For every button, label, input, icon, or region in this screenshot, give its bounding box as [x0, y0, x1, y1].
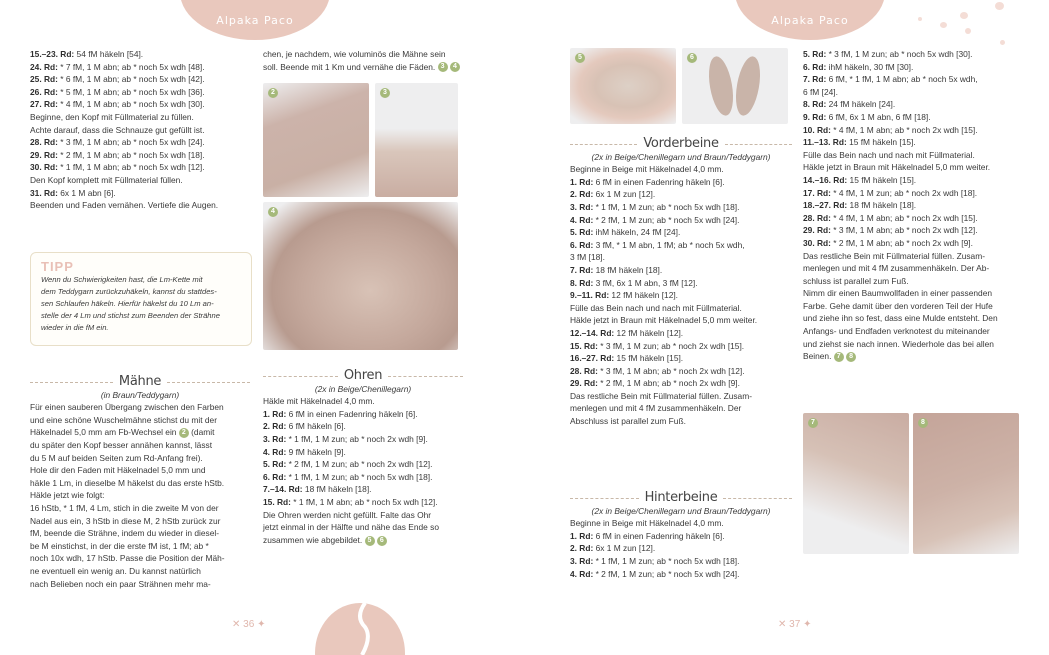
instruction-line: Den Kopf komplett mit Füllmaterial füllen. — [30, 174, 183, 185]
instruction-line: Das restliche Bein mit Füllmaterial füllen. Zusam- — [570, 390, 752, 401]
instruction-line: du 5 M auf beiden Seiten zum Rd-Anfang frei). — [30, 452, 203, 463]
vorderbeine-title: Vorderbeine — [643, 136, 719, 151]
instruction-line: 8. Rd: 24 fM häkeln [24]. — [803, 99, 896, 110]
instruction-line: Nimm dir einen Baumwollfaden in einer passenden — [803, 288, 993, 299]
vorderbeine-section — [570, 136, 792, 428]
hinterbeine-section — [570, 490, 792, 580]
instruction-line: Häkle jetzt in Braun mit Häkelnadel 5,0 mm weiter. — [570, 315, 758, 326]
decor-dot — [940, 22, 947, 28]
instruction-line: 25. Rd: * 6 fM, 1 M abn; ab * noch 5x wdh [42]. — [30, 74, 205, 85]
instruction-line: menlegen und mit 4 fM zusammenhäkeln. Der Ab- — [803, 263, 990, 274]
instruction-line: 30. Rd: * 2 fM, 1 M abn; ab * noch 2x wdh [9]. — [803, 237, 973, 248]
vorderbeine-subtitle: (2x in Beige/Chenillegarn und Braun/Teddygarn) — [591, 151, 771, 162]
instruction-line: Fülle das Bein nach und nach mit Füllmaterial. — [803, 149, 975, 160]
left-col1-rounds — [30, 48, 250, 212]
photo-3-mane-crochet — [375, 83, 458, 197]
instruction-line: Nadel aus ein, 3 hStb in diese M, 2 hStb zurück zur — [30, 515, 221, 526]
instruction-line: 15.–23. Rd: 54 fM häkeln [54]. — [30, 49, 144, 59]
instruction-line: 3 fM [18]. — [570, 252, 605, 263]
instruction-line: jetzt einmal in der Hälfte und nähe das Ende so — [263, 522, 439, 533]
instruction-line: wieder in die fM ein. — [41, 323, 109, 332]
instruction-line: 7.–14. Rd: 18 fM häkeln [18]. — [263, 484, 372, 495]
instruction-line: Hole dir den Faden mit Häkelnadel 5,0 mm und — [30, 465, 206, 476]
right-col2-rounds — [803, 48, 1025, 363]
instruction-line: schluss ist parallel zum Fuß. — [803, 275, 909, 286]
photo-ref-badge: 3 — [438, 62, 448, 72]
instruction-line: 28. Rd: * 3 fM, 1 M abn; ab * noch 5x wdh [24]. — [30, 137, 205, 148]
instruction-line: dem Teddygarn zurückzuhäkeln, kannst du stattdes- — [41, 287, 217, 296]
instruction-line: 6. Rd: ihM häkeln, 30 fM [30]. — [803, 61, 914, 72]
instruction-line: und ziehst sie nach innen. Wiederhole das bei allen — [803, 338, 994, 349]
photo-ref-badge: 8 — [846, 352, 856, 362]
instruction-line: 18.–27. Rd: 18 fM häkeln [18]. — [803, 200, 917, 211]
instruction-line: noch 10x wdh, 17 hStb. Passe die Position der Mäh- — [30, 553, 225, 564]
instruction-line: 6 fM [24]. — [803, 86, 838, 97]
photo-2-head-crochet — [263, 83, 369, 197]
ohren-title: Ohren — [343, 368, 383, 383]
instruction-line: nach Belieben noch ein paar Strähnen mehr ma- — [30, 578, 211, 589]
instruction-line: 24. Rd: * 7 fM, 1 M abn; ab * noch 5x wdh [48]. — [30, 61, 205, 72]
instruction-line: häkle 1 Lm, in dieselbe M häkelst du das erste hStb. — [30, 477, 225, 488]
instruction-line: du später den Kopf besser annähen kannst, lässt — [30, 439, 213, 450]
instruction-line: Beginne in Beige mit Häkelnadel 4,0 mm. — [570, 518, 724, 529]
instruction-line: 3. Rd: * 1 fM, 1 M zun; ab * noch 5x wdh [18]. — [570, 201, 740, 212]
instruction-line: 26. Rd: * 5 fM, 1 M abn; ab * noch 5x wdh [36]. — [30, 86, 205, 97]
instruction-line: Für einen sauberen Übergang zwischen den Farben — [30, 402, 224, 413]
instruction-line: 4. Rd: * 2 fM, 1 M zun; ab * noch 5x wdh [24]. — [570, 568, 740, 579]
photo-badge: 5 — [575, 53, 585, 63]
photo-5-ear-sewing — [570, 48, 676, 124]
photo-4-head-with-mane — [263, 202, 458, 350]
photo-7-hoof-thread — [803, 413, 909, 554]
photo-badge: 2 — [268, 88, 278, 98]
instruction-line: 31. Rd: 6x 1 M abn [6]. — [30, 187, 116, 198]
instruction-line: 30. Rd: * 1 fM, 1 M abn; ab * noch 5x wdh [12]. — [30, 162, 205, 173]
instruction-line: Die Ohren werden nicht gefüllt. Falte das Ohr — [263, 509, 432, 520]
instruction-line: 7. Rd: 6 fM, * 1 fM, 1 M abn; ab * noch 5x wdh, — [803, 74, 978, 85]
instruction-line: Anfangs- und Endfaden verknotest du miteinander — [803, 326, 990, 337]
ohren-section — [263, 368, 463, 546]
decor-dot — [918, 17, 922, 21]
photo-8-finished-hooves — [913, 413, 1019, 554]
instruction-line: 3. Rd: * 1 fM, 1 M zun; ab * noch 5x wdh [18]. — [570, 555, 740, 566]
instruction-line: be M einstichst, in der die erste fM ist, 1 fM; ab * — [30, 540, 209, 551]
left-col2-top: chen, je nachdem, wie voluminös die Mähne sein soll. Beende mit 1 Km und vernähe die Fäden. 3 4 — [263, 48, 463, 73]
photo-badge: 3 — [380, 88, 390, 98]
photo-ref-badge: 5 — [365, 536, 375, 546]
instruction-line: 11.–13. Rd: 15 fM häkeln [15]. — [803, 137, 916, 148]
instruction-line: 1. Rd: 6 fM in einen Fadenring häkeln [6]. — [570, 530, 725, 541]
tipp-text — [41, 274, 241, 334]
instruction-line: Beginne in Beige mit Häkelnadel 4,0 mm. — [570, 164, 724, 175]
instruction-line: fM, beende die Strähne, indem du wieder in diesel- — [30, 528, 220, 539]
instruction-line: Das restliche Bein mit Füllmaterial füllen. Zusam- — [803, 250, 985, 261]
instruction-line: 2. Rd: 6x 1 M zun [12]. — [570, 543, 656, 554]
instruction-line: 1. Rd: 6 fM in einen Fadenring häkeln [6]. — [263, 408, 418, 419]
instruction-line: und ziehe ihn so fest, dass eine Mulde entsteht. Den — [803, 313, 998, 324]
instruction-line: 14.–16. Rd: 15 fM häkeln [15]. — [803, 174, 917, 185]
instruction-line: 7. Rd: 18 fM häkeln [18]. — [570, 264, 663, 275]
instruction-line: 28. Rd: * 3 fM, 1 M abn; ab * noch 2x wdh [12]. — [570, 365, 745, 376]
instruction-line: 2. Rd: 6 fM häkeln [6]. — [263, 421, 346, 432]
instruction-line: Beinen. 7 8 — [803, 350, 1025, 363]
instruction-line: 5. Rd: ihM häkeln, 24 fM [24]. — [570, 227, 681, 238]
instruction-line: sen Schlaufen häkeln. Hierfür häkelst du 10 Lm an- — [41, 299, 214, 308]
decor-dot — [960, 12, 968, 19]
instruction-line: 4. Rd: * 2 fM, 1 M zun; ab * noch 5x wdh [24]. — [570, 214, 740, 225]
instruction-line: 3. Rd: * 1 fM, 1 M zun; ab * noch 2x wdh [9]. — [263, 433, 428, 444]
instruction-line: 28. Rd: * 4 fM, 1 M abn; ab * noch 2x wdh [15]. — [803, 212, 978, 223]
instruction-line: ne eventuell ein wenig an. Du kannst natürlich — [30, 565, 201, 576]
instruction-line: 6. Rd: 3 fM, * 1 M abn, 1 fM; ab * noch 5x wdh, — [570, 239, 745, 250]
instruction-line: 29. Rd: * 2 fM, 1 M abn; ab * noch 2x wdh [9]. — [570, 378, 740, 389]
instruction-line: 12.–14. Rd: 12 fM häkeln [12]. — [570, 327, 684, 338]
instruction-line: stelle der 4 Lm und stichst zum Beenden der Strähne — [41, 311, 220, 320]
tipp-box — [30, 252, 252, 346]
header-title-right: Alpaka Paco — [771, 14, 849, 27]
ohren-subtitle: (2x in Beige/Chenillegarn) — [314, 383, 412, 394]
hinterbeine-subtitle: (2x in Beige/Chenillegarn und Braun/Teddygarn) — [591, 505, 771, 516]
instruction-line: 9. Rd: 6 fM, 6x 1 M abn, 6 fM [18]. — [803, 111, 931, 122]
instruction-line: 27. Rd: * 4 fM, 1 M abn; ab * noch 5x wdh [30]. — [30, 99, 205, 110]
instruction-line: Farbe. Gehe damit über den vorderen Teil der Hufe — [803, 300, 993, 311]
instruction-line: zusammen wie abgebildet. 5 6 — [263, 534, 463, 547]
maehne-section — [30, 374, 250, 590]
tipp-title: TIPP — [41, 259, 74, 274]
instruction-line: Beenden und Faden vernähen. Vertiefe die Augen. — [30, 200, 219, 211]
instruction-line: 17. Rd: * 4 fM, 1 M zun; ab * noch 2x wdh [18]. — [803, 187, 978, 198]
maehne-subtitle: (in Braun/Teddygarn) — [100, 389, 180, 400]
instruction-line: Fülle das Bein nach und nach mit Füllmaterial. — [570, 302, 742, 313]
instruction-line: 10. Rd: * 4 fM, 1 M abn; ab * noch 2x wdh [15]. — [803, 124, 978, 135]
instruction-line: 5. Rd: * 3 fM, 1 M zun; ab * noch 5x wdh [30]. — [803, 49, 973, 59]
instruction-line: Beginne, den Kopf mit Füllmaterial zu füllen. — [30, 111, 194, 122]
instruction-line: Häkle jetzt in Braun mit Häkelnadel 5,0 mm weiter. — [803, 162, 991, 173]
photo-badge: 6 — [687, 53, 697, 63]
instruction-line: 16 hStb, * 1 fM, 4 Lm, stich in die zweite M von der — [30, 502, 219, 513]
instruction-line: 15. Rd: * 3 fM, 1 M zun; ab * noch 2x wdh [15]. — [570, 340, 745, 351]
instruction-line: und eine schöne Wuschelmähne stichst du mit der — [30, 414, 217, 425]
instruction-line: 29. Rd: * 2 fM, 1 M abn; ab * noch 5x wdh [18]. — [30, 149, 205, 160]
photo-ref-badge: 6 — [377, 536, 387, 546]
instruction-line: 16.–27. Rd: 15 fM häkeln [15]. — [570, 353, 684, 364]
photo-badge: 8 — [918, 418, 928, 428]
instruction-line: 1. Rd: 6 fM in einen Fadenring häkeln [6]. — [570, 176, 725, 187]
instruction-line: 4. Rd: 9 fM häkeln [9]. — [263, 446, 346, 457]
instruction-line: 29. Rd: * 3 fM, 1 M abn; ab * noch 2x wdh [12]. — [803, 225, 978, 236]
photo-badge: 7 — [808, 418, 818, 428]
photo-ref-badge: 7 — [834, 352, 844, 362]
photo-ref-badge: 4 — [450, 62, 460, 72]
instruction-line: 5. Rd: * 2 fM, 1 M zun; ab * noch 2x wdh [12]. — [263, 459, 433, 470]
decor-dot — [995, 2, 1004, 10]
instruction-line: Abschluss ist parallel zum Fuß. — [570, 416, 686, 427]
footer-blob — [310, 595, 410, 655]
decor-dot — [965, 28, 971, 34]
instruction-line: Wenn du Schwierigkeiten hast, die Lm-Kette mit — [41, 275, 203, 284]
hinterbeine-title: Hinterbeine — [644, 490, 718, 505]
photo-6-ears — [682, 48, 788, 124]
instruction-line: 8. Rd: 3 fM, 6x 1 M abn, 3 fM [12]. — [570, 277, 698, 288]
instruction-line: 6. Rd: * 1 fM, 1 M zun; ab * noch 5x wdh [18]. — [263, 471, 433, 482]
instruction-line: Achte darauf, dass die Schnauze gut gefüllt ist. — [30, 124, 205, 135]
photo-badge: 4 — [268, 207, 278, 217]
decor-dot — [1000, 40, 1005, 45]
header-title-left: Alpaka Paco — [216, 14, 294, 27]
instruction-line: Häkle jetzt wie folgt: — [30, 490, 105, 501]
maehne-title: Mähne — [118, 374, 162, 389]
instruction-line: menlegen und mit 4 fM zusammenhäkeln. Der — [570, 403, 742, 414]
instruction-line: 2. Rd: 6x 1 M zun [12]. — [570, 189, 656, 200]
instruction-line: 15. Rd: * 1 fM, 1 M abn; ab * noch 5x wdh [12]. — [263, 496, 438, 507]
page-number-left: ✕ 36 ✦ — [232, 619, 266, 630]
photo-ref-badge: 2 — [179, 428, 189, 438]
instruction-line: Häkle mit Häkelnadel 4,0 mm. — [263, 396, 375, 407]
instruction-line: Häkelnadel 5,0 mm am Fb-Wechsel ein 2 (damit — [30, 427, 215, 438]
instruction-line: 9.–11. Rd: 12 fM häkeln [12]. — [570, 290, 679, 301]
page-number-right: ✕ 37 ✦ — [778, 619, 812, 630]
